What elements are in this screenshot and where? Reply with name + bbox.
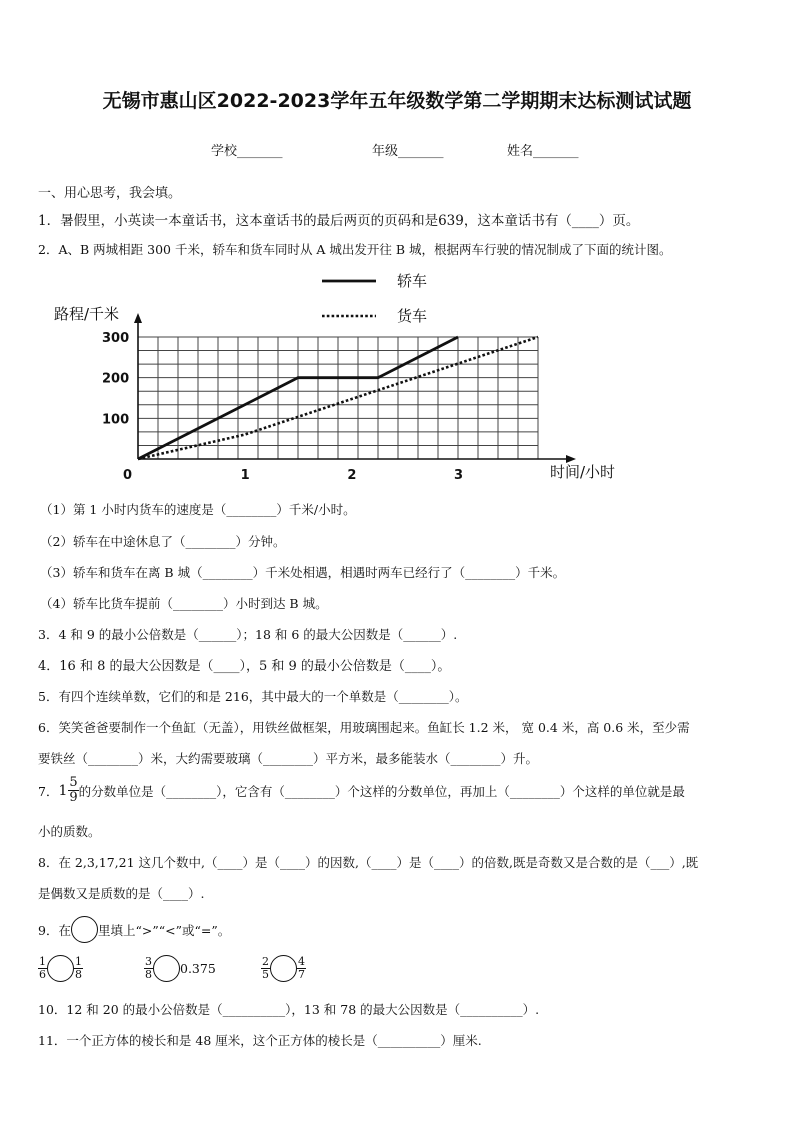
mixed-whole: 1 — [58, 782, 68, 799]
question-9-prefix: 9．在 — [38, 922, 71, 938]
question-10: 10．12 和 20 的最小公倍数是（__________），13 和 78 的最大公因数是（__________）. — [38, 1002, 540, 1017]
fraction-denominator: 5 — [262, 968, 269, 981]
question-1: 1．暑假里，小英读一本童话书，这本童话书的最后两页的页码和是639，这本童话书有（____）页。 — [38, 213, 640, 229]
question-8-line-2: 是偶数又是质数的是（____）. — [38, 886, 205, 901]
fraction-denominator: 6 — [39, 968, 46, 981]
question-9-suffix: 里填上“>”“<”或“=”。 — [97, 922, 231, 938]
fraction-numerator: 1 — [75, 955, 82, 968]
y-tick-label: 100 — [102, 412, 130, 428]
section-heading: 一、用心思考，我会填。 — [38, 186, 182, 201]
chart-axes — [134, 313, 576, 463]
question-7 — [38, 776, 685, 805]
school-field: 学校_______ — [211, 144, 283, 159]
comparison-circle[interactable] — [47, 955, 74, 982]
y-tick-label: 300 — [102, 331, 130, 346]
fraction-numerator: 3 — [145, 955, 152, 968]
fraction-denominator: 8 — [75, 968, 82, 981]
x-tick-label: 3 — [454, 468, 464, 483]
question-7-text: 的分数单位是（________），它含有（________）个这样的分数单位，再加上（________）个这样的单位就是最 — [78, 783, 685, 799]
name-field: 姓名_______ — [507, 144, 579, 159]
mixed-fraction — [68, 776, 78, 805]
fraction-numerator: 4 — [298, 955, 305, 968]
question-11: 11．一个正方体的棱长和是 48 厘米，这个正方体的棱长是（__________）厘米. — [38, 1033, 482, 1048]
x-axis-label: 时间/小时 — [550, 463, 616, 481]
fraction-numerator: 1 — [39, 955, 46, 968]
grade-field: 年级_______ — [372, 144, 444, 159]
fraction-numerator: 2 — [262, 955, 269, 968]
comparison-item-1 — [38, 955, 83, 982]
comparison-circle[interactable] — [270, 955, 297, 982]
legend-label: 货车 — [397, 307, 428, 325]
question-2-part-4: （4）轿车比货车提前（________）小时到达 B 城。 — [40, 596, 328, 611]
chart-grid — [138, 337, 538, 459]
fraction-denominator: 7 — [298, 968, 305, 981]
question-4: 4．16 和 8 的最大公因数是（____），5 和 9 的最小公倍数是（____）。 — [38, 659, 451, 674]
y-tick-label: 200 — [102, 371, 130, 387]
legend-label: 轿车 — [397, 272, 428, 290]
question-5: 5．有四个连续单数，它们的和是 216，其中最大的一个单数是（________）。 — [38, 689, 468, 704]
question-7-line-2: 小的质数。 — [38, 824, 101, 839]
question-2: 2．A、B 两城相距 300 千米，轿车和货车同时从 A 城出发开往 B 城，根据两车行驶的情况制成了下面的统计图。 — [38, 242, 672, 257]
fraction-denominator: 8 — [145, 968, 152, 981]
question-2-part-1: （1）第 1 小时内货车的速度是（________）千米/小时。 — [40, 502, 356, 517]
x-tick-label: 1 — [240, 468, 250, 483]
page-title: 无锡市惠山区2022-2023学年五年级数学第二学期期末达标测试试题 — [102, 90, 692, 112]
comparison-item-3 — [261, 955, 306, 982]
decimal-value: 0.375 — [180, 961, 216, 976]
y-axis-arrow — [134, 313, 142, 323]
chart-legend — [322, 272, 427, 325]
comparison-circle[interactable] — [153, 955, 180, 982]
question-9 — [38, 916, 230, 943]
x-tick-label: 0 — [123, 468, 133, 483]
fraction-denominator: 9 — [69, 790, 78, 805]
comparison-item-2 — [144, 955, 216, 982]
comparison-circle — [71, 916, 98, 943]
question-6-line-1: 6．笑笑爸爸要制作一个鱼缸（无盖），用铁丝做框架，用玻璃围起来。鱼缸长 1.2 米， 宽 0.4 米，高 0.6 米，至少需 — [38, 720, 690, 735]
question-3: 3．4 和 9 的最小公倍数是（______）；18 和 6 的最大公因数是（______）. — [38, 627, 458, 642]
distance-time-chart — [40, 262, 616, 494]
question-8-line-1: 8．在 2,3,17,21 这几个数中,（____）是（____）的因数,（____）是（____）的倍数,既是奇数又是合数的是（___）,既 — [38, 855, 699, 870]
question-2-part-2: （2）轿车在中途休息了（________）分钟。 — [40, 534, 286, 549]
fraction-numerator: 5 — [69, 775, 78, 790]
question-7-number: 7． — [38, 783, 59, 799]
mixed-number — [58, 776, 78, 805]
x-tick-label: 2 — [347, 468, 357, 483]
question-6-line-2: 要铁丝（________）米，大约需要玻璃（________）平方米，最多能装水（________）升。 — [38, 751, 539, 766]
y-axis-label: 路程/千米 — [54, 305, 120, 323]
x-axis-arrow — [566, 455, 576, 463]
question-2-part-3: （3）轿车和货车在离 B 城（________）千米处相遇，相遇时两车已经行了（________）千米。 — [40, 565, 566, 580]
